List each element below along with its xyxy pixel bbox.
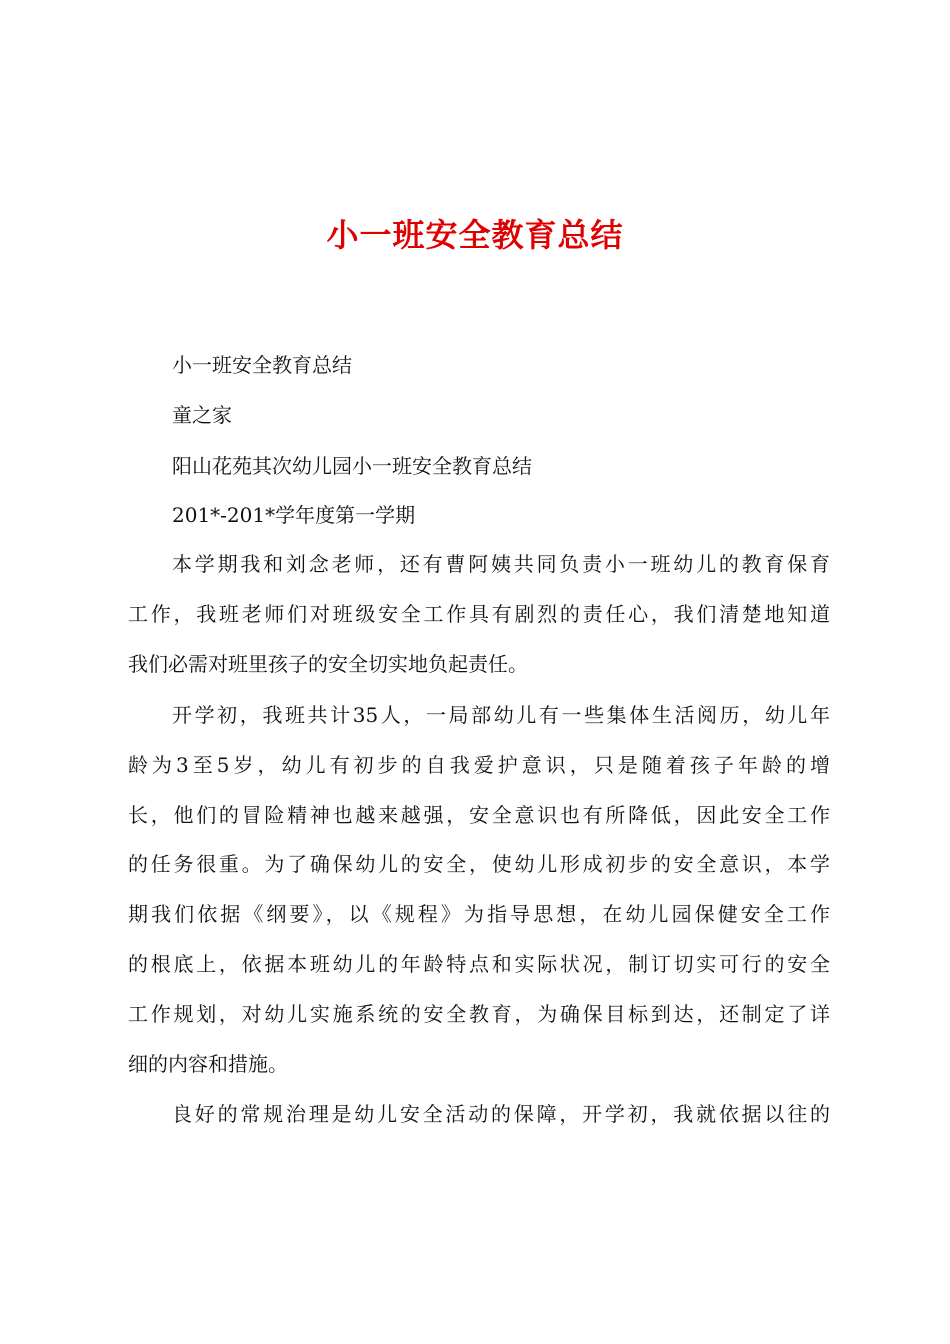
paragraph-1-line: 本学期我和刘念老师，还有曹阿姨共同负责小一班幼儿的教育保育 (172, 552, 830, 576)
paragraph-3-line: 良好的常规治理是幼儿安全活动的保障，开学初，我就依据以往的 (172, 1102, 830, 1126)
paragraph-2-line: 龄为3至5岁，幼儿有初步的自我爱护意识，只是随着孩子年龄的增 (128, 753, 830, 777)
document-subtitle: 小一班安全教育总结 (172, 353, 352, 377)
document-author: 童之家 (172, 403, 232, 427)
document-heading: 阳山花苑其次幼儿园小一班安全教育总结 (172, 454, 532, 478)
paragraph-2-line: 开学初，我班共计35人，一局部幼儿有一些集体生活阅历，幼儿年 (172, 703, 830, 727)
paragraph-2-line: 长，他们的冒险精神也越来越强，安全意识也有所降低，因此安全工作 (128, 803, 830, 827)
paragraph-1-line: 我们必需对班里孩子的安全切实地负起责任。 (128, 652, 528, 676)
paragraph-2-line: 期我们依据《纲要》，以《规程》为指导思想，在幼儿园保健安全工作 (128, 902, 830, 926)
paragraph-2-line: 工作规划，对幼儿实施系统的安全教育，为确保目标到达，还制定了详 (128, 1002, 830, 1026)
document-title: 小一班安全教育总结 (326, 216, 624, 254)
paragraph-2-line: 的根底上，依据本班幼儿的年龄特点和实际状况，制订切实可行的安全 (128, 952, 830, 976)
paragraph-2-line: 细的内容和措施。 (128, 1052, 288, 1076)
paragraph-1-line: 工作，我班老师们对班级安全工作具有剧烈的责任心，我们清楚地知道 (128, 602, 830, 626)
paragraph-2-line: 的任务很重。为了确保幼儿的安全，使幼儿形成初步的安全意识，本学 (128, 852, 830, 876)
document-term: 201*-201*学年度第一学期 (172, 503, 416, 527)
